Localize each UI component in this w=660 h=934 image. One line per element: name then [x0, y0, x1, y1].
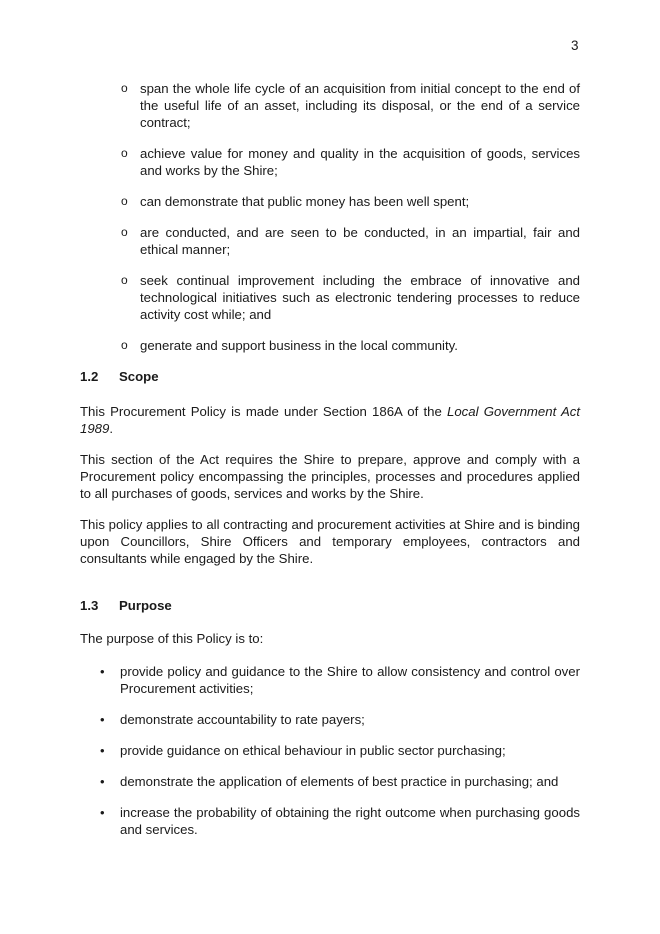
scope-paragraph-3: This policy applies to all contracting and procurement activities at Shire and is binding upon Councillors, Shire Officers and temporary employees, contractors and consultants while engaged by the Shire.	[80, 517, 580, 566]
circle-bullet-icon: o	[121, 338, 128, 352]
scope-paragraph-1: This Procurement Policy is made under Section 186A of the Local Government Act 1989.	[80, 404, 580, 436]
circle-bullet-icon: o	[121, 225, 128, 239]
circle-bullet-icon: o	[121, 81, 128, 95]
list-item: • demonstrate the application of elements of best practice in purchasing; and	[100, 774, 559, 789]
purpose-heading: 1.3 Purpose	[80, 598, 172, 613]
list-item: o achieve value for money and quality in the acquisition of goods, services and works by the Shire;	[121, 146, 580, 178]
bullet-icon: •	[100, 805, 105, 820]
list-item: o span the whole life cycle of an acquisition from initial concept to the end of the useful life of an asset, including its disposal, or the end of a service contract;	[121, 81, 580, 130]
list-item: o are conducted, and are seen to be conducted, in an impartial, fair and ethical manner;	[121, 225, 580, 257]
scope-paragraph-2: This section of the Act requires the Shire to prepare, approve and comply with a Procurement policy encompassing the principles, processes and procedures applied to all purchases of goods, services and works by the Shire.	[80, 452, 580, 501]
purpose-intro: The purpose of this Policy is to:	[80, 631, 264, 646]
bullet-icon: •	[100, 774, 105, 789]
circle-bullet-icon: o	[121, 146, 128, 160]
list-item: o can demonstrate that public money has been well spent;	[121, 194, 470, 209]
circle-bullet-icon: o	[121, 273, 128, 287]
circle-bullet-icon: o	[121, 194, 128, 208]
principles-list	[80, 80, 580, 354]
list-item: • demonstrate accountability to rate payers;	[100, 712, 365, 727]
list-item: • provide policy and guidance to the Shire to allow consistency and control over Procurement activities;	[100, 664, 580, 696]
scope-heading: 1.2 Scope	[80, 369, 159, 384]
bullet-icon: •	[100, 712, 105, 727]
list-item: o generate and support business in the local community.	[121, 338, 458, 353]
list-item: • provide guidance on ethical behaviour in public sector purchasing;	[100, 743, 506, 758]
list-item: o seek continual improvement including the embrace of innovative and technological initiatives such as electronic tendering processes to reduce activity cost while; and	[121, 273, 580, 322]
page-content	[80, 80, 580, 852]
bullet-icon: •	[100, 743, 105, 758]
bullet-icon: •	[100, 664, 105, 679]
purpose-list	[80, 663, 580, 838]
page-number: 3	[571, 38, 579, 53]
list-item: • increase the probability of obtaining the right outcome when purchasing goods and services.	[100, 805, 580, 837]
